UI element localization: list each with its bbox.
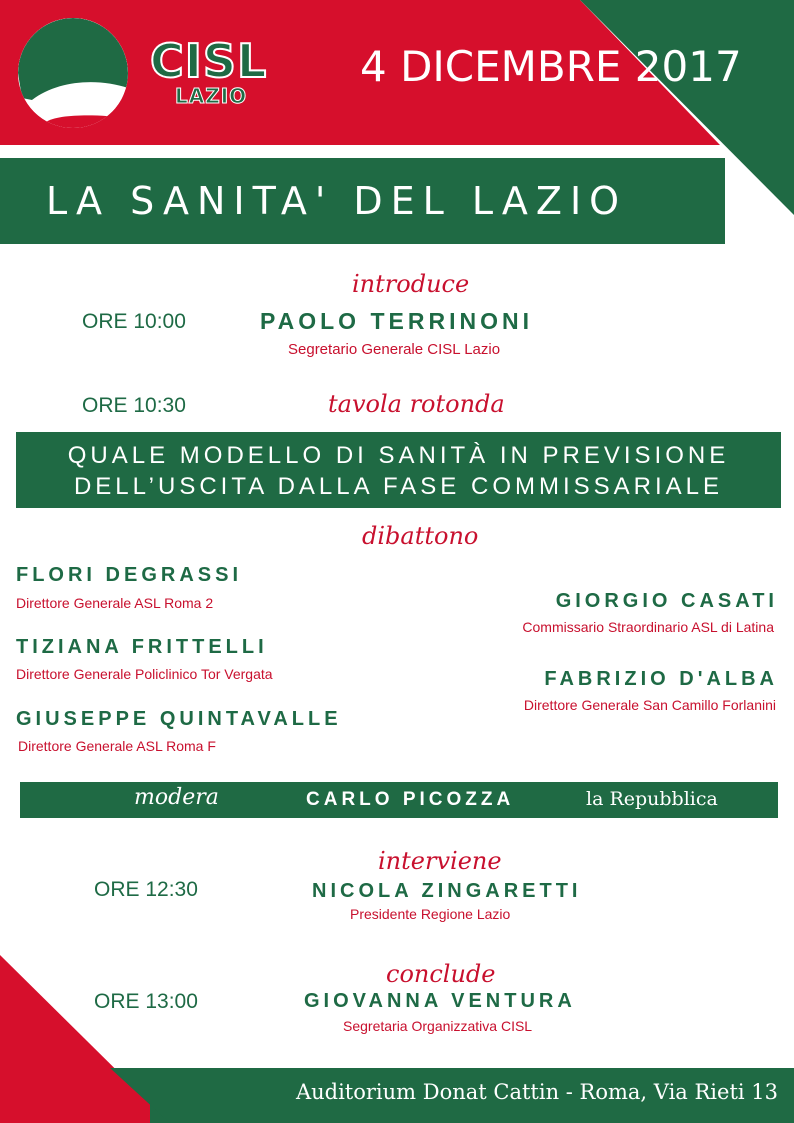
moderator-bar	[20, 782, 778, 818]
intro-time: ORE 10:00	[82, 310, 186, 333]
logo-emblem-icon	[18, 18, 128, 128]
speaker-role-degrassi: Direttore Generale ASL Roma 2	[16, 595, 214, 611]
intervention-name: NICOLA ZINGARETTI	[312, 880, 582, 902]
speaker-role-frittelli: Direttore Generale Policlinico Tor Vergata	[16, 666, 273, 682]
speaker-name-dalba: FABRIZIO D'ALBA	[544, 668, 778, 690]
footer-bar	[150, 1068, 794, 1123]
speaker-name-degrassi: FLORI DEGRASSI	[16, 564, 243, 586]
speaker-name-casati: GIORGIO CASATI	[555, 590, 778, 612]
speaker-name-quintavalle: GIUSEPPE QUINTAVALLE	[16, 708, 342, 730]
conclusion-time: ORE 13:00	[94, 990, 198, 1013]
speaker-role-quintavalle: Direttore Generale ASL Roma F	[18, 738, 216, 754]
round-table-banner-line2: DELL’USCITA DALLA FASE COMMISSARIALE	[73, 473, 724, 500]
speaker-role-dalba: Direttore Generale San Camillo Forlanini	[523, 697, 776, 713]
intro-role-label: introduce	[352, 270, 470, 298]
logo-text-sub: LAZIO	[175, 84, 248, 108]
moderator-label: modera	[134, 785, 219, 810]
speaker-name-frittelli: TIZIANA FRITTELLI	[16, 636, 268, 658]
moderator-outlet: la Repubblica	[586, 788, 718, 810]
moderator-name: CARLO PICOZZA	[306, 789, 515, 810]
title-banner	[0, 158, 725, 244]
intro-name: PAOLO TERRINONI	[260, 308, 533, 334]
intro-subtitle: Segretario Generale CISL Lazio	[288, 341, 501, 358]
debate-label: dibattono	[362, 522, 479, 550]
round-table-banner-line1: QUALE MODELLO DI SANITÀ IN PREVISIONE	[67, 442, 730, 469]
round-table-time: ORE 10:30	[82, 394, 186, 417]
conclusion-name: GIOVANNA VENTURA	[304, 990, 576, 1012]
logo-text-main: CISL	[150, 34, 268, 88]
page-title: LA SANITA' DEL LAZIO	[46, 179, 628, 223]
footer-venue: Auditorium Donat Cattin - Roma, Via Rieti 13	[295, 1080, 778, 1104]
intervention-label: interviene	[378, 847, 502, 875]
round-table-label: tavola rotonda	[328, 390, 505, 418]
conclusion-subtitle: Segretaria Organizzativa CISL	[343, 1018, 533, 1034]
speaker-role-casati: Commissario Straordinario ASL di Latina	[522, 619, 774, 635]
conclusion-label: conclude	[386, 960, 496, 988]
intervention-time: ORE 12:30	[94, 878, 198, 901]
round-table-banner	[16, 432, 781, 508]
cisl-logo	[18, 18, 128, 128]
event-date: 4 DICEMBRE 2017	[360, 42, 742, 91]
footer-corner	[0, 1068, 170, 1123]
intervention-subtitle: Presidente Regione Lazio	[350, 906, 511, 922]
